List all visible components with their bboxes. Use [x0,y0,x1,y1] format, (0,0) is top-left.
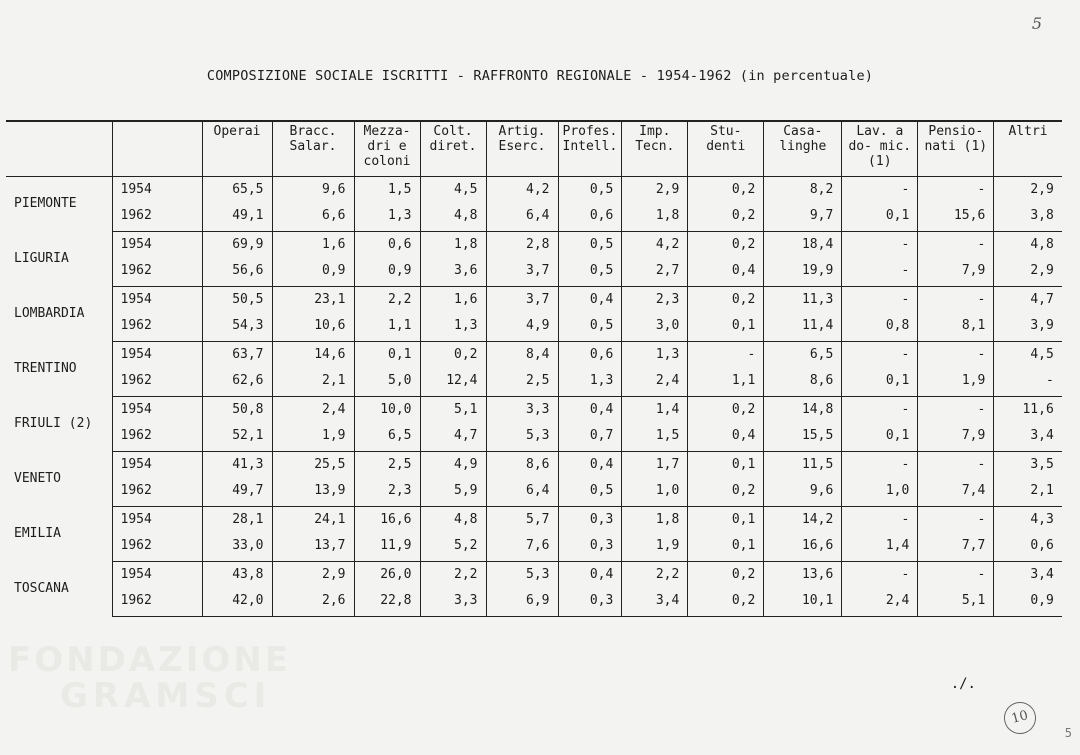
value-cell: 6,4 [486,203,558,232]
value-cell: 7,9 [918,258,994,287]
value-cell: 2,9 [622,177,688,204]
table-row [6,533,1062,562]
value-cell: 0,6 [354,232,420,259]
value-cell: 14,2 [764,507,842,534]
value-cell: 2,4 [622,368,688,397]
value-cell: 1,3 [622,342,688,369]
value-cell: 0,5 [558,258,622,287]
region-name: FRIULI (2) [6,397,112,452]
value-cell: 11,3 [764,287,842,314]
value-cell: 1,9 [272,423,354,452]
year-cell: 1954 [120,237,152,252]
value-cell: 13,6 [764,562,842,589]
value-cell: 12,4 [420,368,486,397]
header-year [112,121,202,177]
value-cell: 0,5 [558,313,622,342]
value-cell: 4,8 [994,232,1062,259]
value-cell: 0,4 [558,287,622,314]
value-cell: 0,3 [558,588,622,617]
header-cell: Pensio- nati (1) [918,121,994,177]
year-cell: 1962 [112,423,202,452]
value-cell: 6,5 [354,423,420,452]
table-row [6,368,1062,397]
continuation-mark: ./. [950,676,976,692]
value-cell: 65,5 [202,177,272,204]
value-cell: 5,9 [420,478,486,507]
value-cell: 2,2 [420,562,486,589]
value-cell: 50,8 [202,397,272,424]
value-cell: 0,8 [842,313,918,342]
year-cell: 1962 [112,313,202,342]
header-corner [6,121,112,177]
value-cell: 43,8 [202,562,272,589]
value-cell: 19,9 [764,258,842,287]
value-cell: 3,5 [994,452,1062,479]
value-cell: 4,2 [622,232,688,259]
value-cell: - [918,562,994,589]
value-cell: 0,2 [688,588,764,617]
value-cell: 5,2 [420,533,486,562]
value-cell: 1,3 [420,313,486,342]
table-row [6,588,1062,617]
table-row [6,478,1062,507]
header-cell: Casa- linghe [764,121,842,177]
header-cell: Artig. Eserc. [486,121,558,177]
value-cell: 0,2 [688,478,764,507]
value-cell: 10,1 [764,588,842,617]
value-cell: - [842,452,918,479]
value-cell: - [842,397,918,424]
region-name: LOMBARDIA [6,287,112,342]
value-cell: 3,4 [622,588,688,617]
value-cell: 15,5 [764,423,842,452]
value-cell: 1,7 [622,452,688,479]
year-cell: 1962 [112,368,202,397]
value-cell: 50,5 [202,287,272,314]
archive-watermark-bottom: GRAMSCI [60,676,272,716]
value-cell: 2,4 [842,588,918,617]
page-number: 5 [1031,14,1042,33]
year-cell: 1962 [112,588,202,617]
table-row [6,203,1062,232]
value-cell: 0,1 [688,507,764,534]
value-cell: 7,9 [918,423,994,452]
value-cell: 0,1 [354,342,420,369]
value-cell: 0,2 [688,287,764,314]
year-cell: 1954 [120,347,152,362]
value-cell: 62,6 [202,368,272,397]
value-cell: 1,8 [420,232,486,259]
value-cell: 9,7 [764,203,842,232]
value-cell: - [918,507,994,534]
value-cell: 11,6 [994,397,1062,424]
value-cell: 1,9 [622,533,688,562]
value-cell: 28,1 [202,507,272,534]
value-cell: 6,6 [272,203,354,232]
table-row [6,287,1062,314]
value-cell: 8,2 [764,177,842,204]
value-cell: 1,3 [558,368,622,397]
region-name: PIEMONTE [6,177,112,232]
header-cell: Mezza- dri e coloni [354,121,420,177]
year-cell: 1954 [120,292,152,307]
table-row [6,507,1062,534]
value-cell: 0,3 [558,507,622,534]
value-cell: 4,8 [420,203,486,232]
year-cell: 1954 [120,182,152,197]
value-cell: 3,4 [994,562,1062,589]
value-cell: - [918,452,994,479]
region-name: VENETO [6,452,112,507]
value-cell: 4,5 [420,177,486,204]
value-cell: 6,5 [764,342,842,369]
value-cell: 69,9 [202,232,272,259]
year-cell: 1962 [112,478,202,507]
value-cell: 42,0 [202,588,272,617]
value-cell: - [842,232,918,259]
value-cell: - [918,397,994,424]
region-name: TRENTINO [6,342,112,397]
value-cell: 0,1 [688,533,764,562]
header-cell: Profes. Intell. [558,121,622,177]
value-cell: 0,6 [558,342,622,369]
value-cell: 0,7 [558,423,622,452]
value-cell: 2,2 [354,287,420,314]
value-cell: 3,7 [486,287,558,314]
year-cell: 1962 [112,203,202,232]
value-cell: - [994,368,1062,397]
value-cell: 0,2 [688,562,764,589]
table-row [6,313,1062,342]
value-cell: 0,2 [420,342,486,369]
value-cell: 1,5 [354,177,420,204]
value-cell: 13,9 [272,478,354,507]
value-cell: 7,7 [918,533,994,562]
value-cell: 13,7 [272,533,354,562]
table-row [6,423,1062,452]
value-cell: 3,3 [420,588,486,617]
value-cell: 2,9 [272,562,354,589]
table-row [6,562,1062,589]
value-cell: 1,1 [354,313,420,342]
value-cell: 0,1 [688,452,764,479]
value-cell: - [842,342,918,369]
value-cell: - [842,258,918,287]
value-cell: - [842,287,918,314]
table-row [6,258,1062,287]
table-row [6,397,1062,424]
value-cell: 10,0 [354,397,420,424]
year-cell: 1954 [120,512,152,527]
value-cell: 2,3 [354,478,420,507]
value-cell: 0,9 [994,588,1062,617]
value-cell: 2,6 [272,588,354,617]
value-cell: 0,4 [558,452,622,479]
value-cell: 2,5 [486,368,558,397]
value-cell: 11,4 [764,313,842,342]
value-cell: 1,8 [622,507,688,534]
header-cell: Operai [202,121,272,177]
value-cell: 4,9 [486,313,558,342]
value-cell: 16,6 [764,533,842,562]
value-cell: 0,2 [688,397,764,424]
value-cell: 24,1 [272,507,354,534]
value-cell: 0,5 [558,478,622,507]
table-header-row [6,121,1062,177]
value-cell: 7,4 [918,478,994,507]
value-cell: 2,7 [622,258,688,287]
value-cell: 25,5 [272,452,354,479]
value-cell: 11,5 [764,452,842,479]
value-cell: 0,9 [354,258,420,287]
value-cell: 52,1 [202,423,272,452]
value-cell: 26,0 [354,562,420,589]
header-cell: Bracc. Salar. [272,121,354,177]
table-row [6,342,1062,369]
value-cell: - [918,287,994,314]
value-cell: 0,1 [842,203,918,232]
region-name: TOSCANA [6,562,112,617]
value-cell: 3,0 [622,313,688,342]
value-cell: 7,6 [486,533,558,562]
region-name: EMILIA [6,507,112,562]
value-cell: 1,1 [688,368,764,397]
document-title: COMPOSIZIONE SOCIALE ISCRITTI - RAFFRONTO REGIONALE - 1954-1962 (in percentuale) [206,68,874,84]
value-cell: 1,3 [354,203,420,232]
value-cell: 0,5 [558,177,622,204]
value-cell: 0,3 [558,533,622,562]
value-cell: 2,9 [994,258,1062,287]
value-cell: 8,1 [918,313,994,342]
header-cell: Colt. diret. [420,121,486,177]
value-cell: 0,2 [688,203,764,232]
value-cell: - [688,342,764,369]
value-cell: 4,5 [994,342,1062,369]
value-cell: 11,9 [354,533,420,562]
header-cell: Imp. Tecn. [622,121,688,177]
value-cell: 41,3 [202,452,272,479]
value-cell: 2,1 [994,478,1062,507]
value-cell: 4,3 [994,507,1062,534]
value-cell: 0,5 [558,232,622,259]
archive-watermark-top: FONDAZIONE [8,640,292,680]
value-cell: 1,4 [842,533,918,562]
table-row [6,177,1062,204]
value-cell: 10,6 [272,313,354,342]
value-cell: 15,6 [918,203,994,232]
header-cell: Altri [994,121,1062,177]
value-cell: 23,1 [272,287,354,314]
value-cell: 0,2 [688,232,764,259]
value-cell: 18,4 [764,232,842,259]
value-cell: - [842,177,918,204]
value-cell: 1,0 [842,478,918,507]
regional-composition-table [6,120,1062,617]
value-cell: 0,6 [558,203,622,232]
value-cell: 0,1 [688,313,764,342]
year-cell: 1962 [112,258,202,287]
value-cell: 4,7 [420,423,486,452]
value-cell: 1,8 [622,203,688,232]
value-cell: 49,7 [202,478,272,507]
value-cell: 0,6 [994,533,1062,562]
value-cell: 0,4 [688,258,764,287]
value-cell: 3,7 [486,258,558,287]
value-cell: 3,6 [420,258,486,287]
value-cell: 0,9 [272,258,354,287]
value-cell: 4,9 [420,452,486,479]
value-cell: 2,3 [622,287,688,314]
value-cell: 0,1 [842,368,918,397]
value-cell: 4,7 [994,287,1062,314]
value-cell: 0,4 [558,562,622,589]
value-cell: 4,8 [420,507,486,534]
year-cell: 1962 [112,533,202,562]
value-cell: - [918,177,994,204]
value-cell: 2,4 [272,397,354,424]
value-cell: 5,3 [486,562,558,589]
value-cell: 9,6 [764,478,842,507]
value-cell: - [842,507,918,534]
year-cell: 1954 [120,402,152,417]
value-cell: 2,2 [622,562,688,589]
table-row [6,452,1062,479]
value-cell: 5,0 [354,368,420,397]
value-cell: 14,8 [764,397,842,424]
value-cell: 3,8 [994,203,1062,232]
value-cell: 3,9 [994,313,1062,342]
header-cell: Stu- denti [688,121,764,177]
value-cell: 6,9 [486,588,558,617]
value-cell: 54,3 [202,313,272,342]
value-cell: 33,0 [202,533,272,562]
value-cell: 2,5 [354,452,420,479]
value-cell: 2,1 [272,368,354,397]
value-cell: 1,6 [420,287,486,314]
value-cell: 16,6 [354,507,420,534]
value-cell: - [918,232,994,259]
value-cell: 22,8 [354,588,420,617]
value-cell: 6,4 [486,478,558,507]
corner-page-mark: 5 [1064,726,1072,740]
value-cell: 0,1 [842,423,918,452]
value-cell: 63,7 [202,342,272,369]
value-cell: 8,4 [486,342,558,369]
value-cell: 8,6 [486,452,558,479]
table-row [6,232,1062,259]
value-cell: 3,4 [994,423,1062,452]
value-cell: 8,6 [764,368,842,397]
value-cell: 0,4 [688,423,764,452]
value-cell: 14,6 [272,342,354,369]
archive-stamp: 10 [1000,698,1039,737]
year-cell: 1954 [120,567,152,582]
value-cell: 0,2 [688,177,764,204]
year-cell: 1954 [120,457,152,472]
value-cell: 0,4 [558,397,622,424]
region-name: LIGURIA [6,232,112,287]
value-cell: 3,3 [486,397,558,424]
value-cell: - [918,342,994,369]
value-cell: 1,9 [918,368,994,397]
value-cell: 5,7 [486,507,558,534]
value-cell: 9,6 [272,177,354,204]
value-cell: 1,6 [272,232,354,259]
table-body [6,177,1062,617]
header-cell: Lav. a do- mic.(1) [842,121,918,177]
value-cell: - [842,562,918,589]
value-cell: 5,3 [486,423,558,452]
value-cell: 5,1 [420,397,486,424]
value-cell: 1,4 [622,397,688,424]
value-cell: 1,0 [622,478,688,507]
value-cell: 4,2 [486,177,558,204]
value-cell: 49,1 [202,203,272,232]
value-cell: 2,9 [994,177,1062,204]
value-cell: 5,1 [918,588,994,617]
value-cell: 56,6 [202,258,272,287]
value-cell: 2,8 [486,232,558,259]
value-cell: 1,5 [622,423,688,452]
